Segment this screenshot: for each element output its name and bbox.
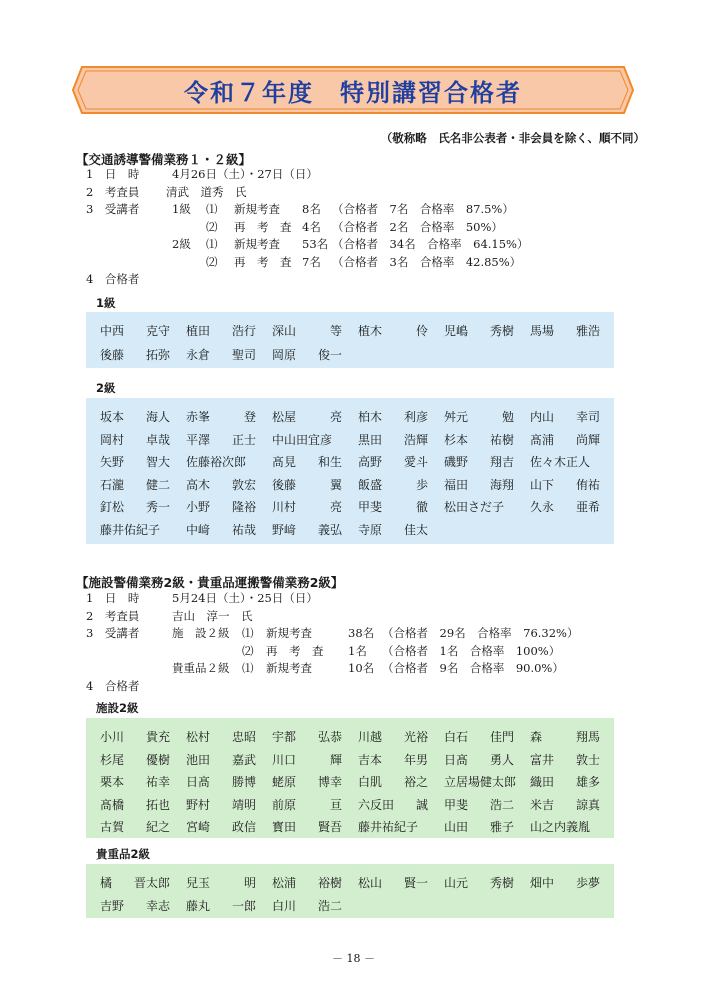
given-name: 尚輝 <box>575 432 600 447</box>
examiner-label: 2 考査員 <box>86 184 140 199</box>
family-name: 山之内義胤 <box>530 820 591 834</box>
page-title: 令和７年度 特別講習合格者 <box>184 78 522 107</box>
name-entry <box>186 796 256 813</box>
name-entry <box>272 773 342 790</box>
given-name: 伶 <box>415 324 428 338</box>
family-name: 川村 <box>272 500 297 514</box>
name-entry <box>358 773 428 790</box>
name-entry <box>444 796 514 813</box>
given-name: 智大 <box>145 455 170 469</box>
name-entry <box>530 773 600 790</box>
name-entry <box>358 818 428 835</box>
name-entry <box>272 874 342 891</box>
name-entry <box>272 751 342 768</box>
date-label: 1 日 時 <box>86 591 140 605</box>
name-entry <box>100 521 170 538</box>
given-name: 等 <box>329 324 342 338</box>
name-entry <box>186 346 256 363</box>
name-entry <box>186 874 256 891</box>
facility-box <box>86 718 614 838</box>
given-name: 雄多 <box>575 775 600 789</box>
given-name: 亘 <box>329 797 342 812</box>
trainee-kind: 再 考 査 <box>234 254 292 269</box>
given-name: 義弘 <box>317 522 342 537</box>
given-name: 亮 <box>329 410 342 424</box>
trainee-label: 3 受講者 <box>86 202 140 216</box>
family-name: 兒玉 <box>186 876 211 890</box>
name-entry <box>530 818 600 835</box>
family-name: 山下 <box>530 477 555 492</box>
name-entry <box>358 476 428 493</box>
trainee-detail: （合格者 1名 合格率 100%） <box>382 643 561 658</box>
family-name: 蛯原 <box>272 775 297 789</box>
given-name: 佳太 <box>403 522 428 537</box>
family-name: 小川 <box>100 730 125 744</box>
name-entry <box>358 498 428 515</box>
name-entry <box>272 796 342 813</box>
family-name: 川越 <box>358 730 383 744</box>
family-name: 山元 <box>444 876 469 890</box>
name-entry <box>358 751 428 768</box>
given-name: 誠 <box>415 797 428 812</box>
given-name: 雅浩 <box>575 324 600 338</box>
date-label: 1 日 時 <box>86 167 140 181</box>
family-name: 甲斐 <box>358 500 383 514</box>
name-entry <box>186 751 256 768</box>
family-name: 岡村 <box>100 432 125 447</box>
given-name: 登 <box>243 410 256 424</box>
family-name: 橘 <box>100 876 113 890</box>
family-name: 白石 <box>444 730 469 744</box>
given-name: 徹 <box>415 500 428 514</box>
given-name: 歩夢 <box>575 876 600 890</box>
trainee-num: ⑴ <box>242 661 254 675</box>
family-name: 福田 <box>444 477 469 492</box>
name-entry <box>272 322 342 339</box>
family-name: 永倉 <box>186 348 211 362</box>
trainee-count: 1名 <box>348 643 367 658</box>
trainee-detail: （合格者 2名 合格率 50%） <box>332 219 503 234</box>
family-name: 柏木 <box>358 410 383 424</box>
family-name: 佐々木正人 <box>530 455 591 469</box>
given-name: 明 <box>243 876 256 890</box>
name-entry <box>272 897 342 914</box>
given-name: 聖司 <box>231 348 256 362</box>
name-entry <box>272 476 342 493</box>
name-entry <box>444 453 514 470</box>
given-name: 利彦 <box>403 410 428 424</box>
given-name: 浩二 <box>489 797 514 812</box>
name-entry <box>444 498 514 515</box>
name-entry <box>186 773 256 790</box>
given-name: 一郎 <box>231 898 256 913</box>
given-name: 賢吾 <box>317 820 342 834</box>
name-entry <box>530 322 600 339</box>
name-entry <box>186 897 256 914</box>
name-entry <box>100 874 170 891</box>
name-entry <box>186 818 256 835</box>
family-name: 吉本 <box>358 752 383 767</box>
given-name: 秀樹 <box>489 876 514 890</box>
trainee-detail: （合格者 9名 合格率 90.0%） <box>382 661 564 675</box>
trainee-grade: 1級 <box>172 202 191 216</box>
given-name: 祐幸 <box>145 775 170 789</box>
examiner-value: 清武 道秀 氏 <box>166 184 247 199</box>
name-entry <box>358 874 428 891</box>
family-name: 矢野 <box>100 455 125 469</box>
family-name: 野﨑 <box>272 522 297 537</box>
given-name: 貴充 <box>145 730 170 744</box>
trainee-count: 53名 <box>302 237 329 251</box>
family-name: 平澤 <box>186 432 211 447</box>
valuables-box <box>86 864 614 918</box>
name-entry <box>186 453 256 470</box>
family-name: 池田 <box>186 752 211 767</box>
given-name: 勉 <box>501 410 514 424</box>
family-name: 高野 <box>358 455 383 469</box>
trainee-num: ⑴ <box>206 202 218 216</box>
name-entry <box>444 751 514 768</box>
name-entry <box>444 408 514 425</box>
family-name: 中西 <box>100 324 125 338</box>
given-name: 輝 <box>329 752 342 767</box>
trainee-kind: 再 考 査 <box>234 219 292 234</box>
name-entry <box>358 728 428 745</box>
trainee-kind: 新規考査 <box>266 661 312 675</box>
name-entry <box>100 322 170 339</box>
name-entry <box>272 818 342 835</box>
name-entry <box>100 773 170 790</box>
given-name: 敦士 <box>575 752 600 767</box>
family-name: 藤井佑紀子 <box>100 522 161 537</box>
family-name: 白肌 <box>358 775 383 789</box>
trainee-num: ⑵ <box>206 254 218 269</box>
name-entry <box>186 498 256 515</box>
name-entry <box>358 322 428 339</box>
given-name: 翔馬 <box>575 730 600 744</box>
family-name: 磯野 <box>444 455 469 469</box>
family-name: 日髙 <box>186 775 211 789</box>
family-name: 寳田 <box>272 820 297 834</box>
family-name: 釘松 <box>100 500 125 514</box>
given-name: 俊一 <box>317 348 342 362</box>
trainee-grade: 貴重品２級 <box>172 661 230 675</box>
given-name: 亮 <box>329 500 342 514</box>
name-entry <box>530 796 600 813</box>
family-name: 日髙 <box>444 752 469 767</box>
family-name: 白川 <box>272 898 297 913</box>
family-name: 高木 <box>186 477 211 492</box>
name-entry <box>530 476 600 493</box>
given-name: 秀樹 <box>489 324 514 338</box>
examiner-value: 吉山 淳一 氏 <box>172 608 253 623</box>
given-name: 勝博 <box>231 775 256 789</box>
grade1-box <box>86 312 614 368</box>
family-name: 織田 <box>530 775 555 789</box>
name-entry <box>444 476 514 493</box>
name-entry <box>100 796 170 813</box>
family-name: 宇都 <box>272 730 297 744</box>
given-name: 裕之 <box>403 775 428 789</box>
name-entry <box>272 408 342 425</box>
family-name: 松田さだ子 <box>444 500 505 514</box>
family-name: 飯盛 <box>358 477 383 492</box>
given-name: 浩二 <box>317 898 342 913</box>
passers-label: 4 合格者 <box>86 272 140 286</box>
given-name: 諒真 <box>575 797 600 812</box>
name-entry <box>272 453 342 470</box>
name-entry <box>530 728 600 745</box>
family-name: 米吉 <box>530 797 555 812</box>
family-name: 後藤 <box>100 348 125 362</box>
section1-title: 【交通誘導警備業務１・２級】 <box>76 152 252 167</box>
given-name: 雅子 <box>489 820 514 834</box>
family-name: 古賀 <box>100 820 125 834</box>
given-name: 年男 <box>403 752 428 767</box>
family-name: 内山 <box>530 410 555 424</box>
title-banner <box>72 66 634 114</box>
given-name: 裕樹 <box>317 876 342 890</box>
trainee-num: ⑵ <box>206 219 218 234</box>
name-entry <box>358 431 428 448</box>
name-entry <box>530 431 600 448</box>
name-entry <box>272 521 342 538</box>
note: （敬称略 氏名非公表者・非会員を除く、順不同） <box>380 131 645 145</box>
family-name: 畑中 <box>530 876 555 890</box>
family-name: 藤井祐紀子 <box>358 820 419 834</box>
family-name: 立居場健太郎 <box>444 775 517 789</box>
given-name: 弘恭 <box>317 730 342 744</box>
trainee-label: 3 受講者 <box>86 626 140 640</box>
page-number: － 18 － <box>332 952 375 965</box>
grade1-label: 1級 <box>96 296 116 310</box>
trainee-detail: （合格者 3名 合格率 42.85%） <box>332 254 522 269</box>
name-entry <box>100 408 170 425</box>
given-name: 愛斗 <box>403 455 428 469</box>
name-entry <box>272 498 342 515</box>
family-name: 松山 <box>358 876 383 890</box>
family-name: 髙見 <box>272 455 297 469</box>
given-name: 祐哉 <box>231 522 256 537</box>
name-entry <box>272 431 342 448</box>
family-name: 佐藤裕次郎 <box>186 455 247 469</box>
family-name: 舛元 <box>444 410 469 424</box>
name-entry <box>186 521 256 538</box>
family-name: 小野 <box>186 500 211 514</box>
given-name: 亜希 <box>575 500 600 514</box>
name-entry <box>530 408 600 425</box>
family-name: 岡原 <box>272 348 297 362</box>
name-entry <box>100 897 170 914</box>
family-name: 野村 <box>186 797 211 812</box>
name-entry <box>358 408 428 425</box>
family-name: 松屋 <box>272 410 297 424</box>
name-entry <box>100 431 170 448</box>
name-entry <box>100 818 170 835</box>
trainee-count: 8名 <box>302 202 321 216</box>
name-entry <box>444 431 514 448</box>
given-name: 卓哉 <box>145 432 170 447</box>
name-entry <box>272 346 342 363</box>
name-entry <box>530 498 600 515</box>
given-name: 秀一 <box>145 500 170 514</box>
family-name: 杉尾 <box>100 752 125 767</box>
trainee-count: 7名 <box>302 254 321 269</box>
passers-label: 4 合格者 <box>86 678 140 693</box>
family-name: 前原 <box>272 797 297 812</box>
given-name: 拓弥 <box>145 348 170 362</box>
given-name: 忠昭 <box>231 730 256 744</box>
trainee-num: ⑴ <box>242 626 254 640</box>
given-name: 祐樹 <box>489 432 514 447</box>
given-name: 佳門 <box>489 730 514 744</box>
family-name: 赤峯 <box>186 410 211 424</box>
trainee-detail: （合格者 34名 合格率 64.15%） <box>332 237 529 251</box>
given-name: 浩行 <box>231 324 256 338</box>
given-name: 拓也 <box>145 797 170 812</box>
trainee-grade: 施 設２級 <box>172 626 230 640</box>
name-entry <box>530 874 600 891</box>
family-name: 富井 <box>530 752 555 767</box>
given-name: 光裕 <box>403 730 428 744</box>
family-name: 森 <box>530 730 543 744</box>
trainee-kind: 新規考査 <box>234 237 280 251</box>
given-name: 嘉武 <box>231 752 256 767</box>
trainee-kind: 新規考査 <box>266 626 312 640</box>
trainee-detail: （合格者 29名 合格率 76.32%） <box>382 626 579 640</box>
given-name: 博幸 <box>317 775 342 789</box>
date-value: 5月24日（土）・25日（日） <box>172 591 318 605</box>
trainee-count: 38名 <box>348 626 375 640</box>
family-name: 甲斐 <box>444 797 469 812</box>
family-name: 髙橋 <box>100 797 125 812</box>
trainee-num: ⑵ <box>242 643 254 658</box>
facility-label: 施設2級 <box>96 701 139 715</box>
trainee-kind: 新規考査 <box>234 202 280 216</box>
family-name: 久永 <box>530 500 555 514</box>
name-entry <box>100 751 170 768</box>
name-entry <box>186 476 256 493</box>
family-name: 松村 <box>186 730 211 744</box>
family-name: 栗本 <box>100 775 125 789</box>
name-entry <box>358 521 428 538</box>
given-name: 晋太郎 <box>133 876 170 890</box>
given-name: 敦宏 <box>231 477 256 492</box>
given-name: 幸司 <box>575 410 600 424</box>
family-name: 川口 <box>272 752 297 767</box>
given-name: 浩輝 <box>403 432 428 447</box>
family-name: 中﨑 <box>186 522 211 537</box>
given-name: 政信 <box>231 820 256 834</box>
family-name: 坂本 <box>100 410 125 424</box>
name-entry <box>186 431 256 448</box>
family-name: 六反田 <box>358 797 395 812</box>
given-name: 克守 <box>145 324 170 338</box>
name-entry <box>530 453 600 470</box>
family-name: 黒田 <box>358 432 383 447</box>
name-entry <box>186 322 256 339</box>
family-name: 植木 <box>358 324 383 338</box>
given-name: 海翔 <box>489 477 514 492</box>
family-name: 吉野 <box>100 898 125 913</box>
family-name: 深山 <box>272 324 297 338</box>
family-name: 山田 <box>444 820 469 834</box>
family-name: 石瀧 <box>100 477 125 492</box>
trainee-count: 4名 <box>302 219 321 234</box>
family-name: 植田 <box>186 324 211 338</box>
given-name: 幸志 <box>145 898 170 913</box>
name-entry <box>444 874 514 891</box>
trainee-kind: 再 考 査 <box>266 643 324 658</box>
given-name: 翼 <box>329 477 342 492</box>
family-name: 中山田宜彦 <box>272 432 333 447</box>
name-entry <box>186 728 256 745</box>
family-name: 杉本 <box>444 432 469 447</box>
family-name: 髙浦 <box>530 432 555 447</box>
name-entry <box>444 773 517 790</box>
family-name: 後藤 <box>272 477 297 492</box>
family-name: 松浦 <box>272 876 297 890</box>
trainee-grade: 2級 <box>172 237 191 251</box>
given-name: 歩 <box>415 477 428 492</box>
family-name: 児嶋 <box>444 324 469 338</box>
trainee-detail: （合格者 7名 合格率 87.5%） <box>332 202 514 216</box>
name-entry <box>444 818 514 835</box>
family-name: 宮崎 <box>186 820 211 834</box>
name-entry <box>186 408 256 425</box>
grade2-label: 2級 <box>96 381 116 395</box>
trainee-count: 10名 <box>348 661 375 675</box>
examiner-label: 2 考査員 <box>86 608 140 623</box>
grade2-box <box>86 398 614 544</box>
given-name: 隆裕 <box>231 500 256 514</box>
name-entry <box>100 728 170 745</box>
given-name: 優樹 <box>145 752 170 767</box>
given-name: 翔吉 <box>489 455 514 469</box>
name-entry <box>358 453 428 470</box>
given-name: 紀之 <box>145 820 170 834</box>
given-name: 靖明 <box>231 797 256 812</box>
given-name: 正士 <box>231 432 256 447</box>
name-entry <box>358 796 428 813</box>
name-entry <box>530 751 600 768</box>
trainee-num: ⑴ <box>206 237 218 251</box>
name-entry <box>272 728 342 745</box>
given-name: 賢一 <box>403 876 428 890</box>
given-name: 和生 <box>317 455 342 469</box>
name-entry <box>100 498 170 515</box>
family-name: 寺原 <box>358 522 383 537</box>
section2-title: 【施設警備業務2級・貴重品運搬警備業務2級】 <box>76 575 344 590</box>
given-name: 健二 <box>145 477 170 492</box>
family-name: 藤丸 <box>186 898 211 913</box>
family-name: 馬場 <box>530 324 555 338</box>
given-name: 勇人 <box>489 752 514 767</box>
name-entry <box>444 322 514 339</box>
date-value: 4月26日（土）・27日（日） <box>172 167 318 181</box>
name-entry <box>100 453 170 470</box>
name-entry <box>444 728 514 745</box>
given-name: 海人 <box>145 410 170 424</box>
given-name: 侑祐 <box>575 477 600 492</box>
name-entry <box>100 346 170 363</box>
valuables-label: 貴重品2級 <box>96 847 151 861</box>
name-entry <box>100 476 170 493</box>
